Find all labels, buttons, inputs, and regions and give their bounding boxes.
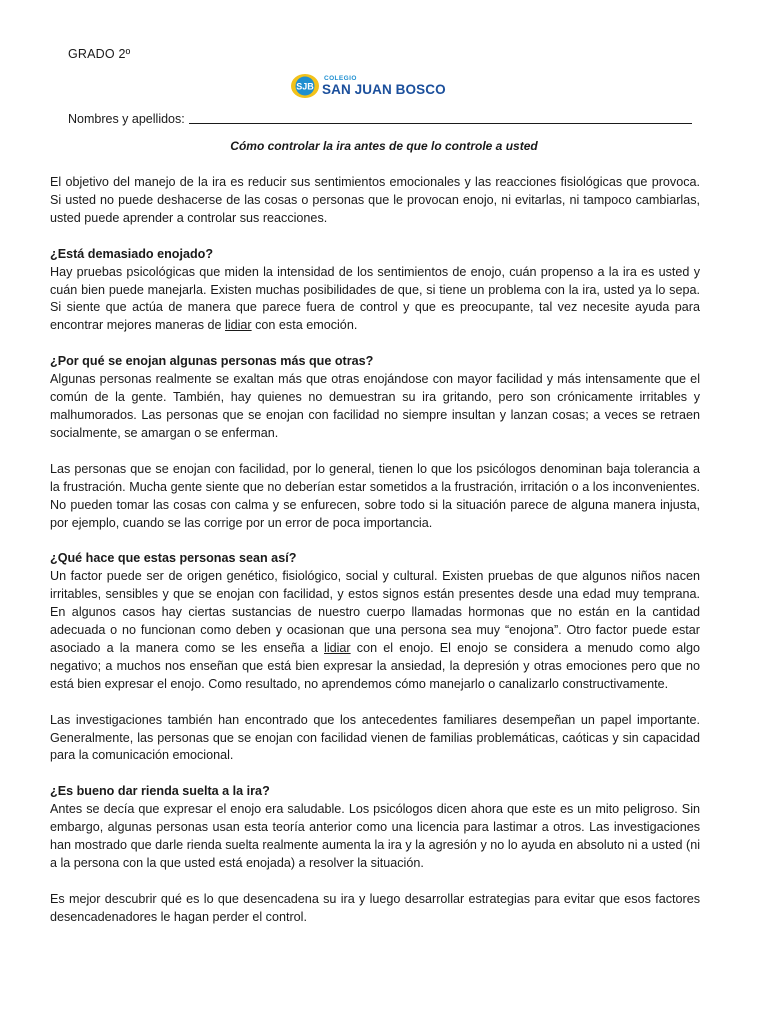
text-run: con el enojo. El enojo se considera a menudo como algo negativo; a muchos nos enseñan que está bien expresar la ansiedad, la depresión y otras emociones pero que no está bien expresar el enojo. Como resultado, no aprendemos cómo manejarlo o canalizarlo constructivamente. bbox=[50, 640, 700, 691]
text-run: Hay pruebas psicológicas que miden la intensidad de los sentimientos de enojo, cuán propenso a la ira es usted y cuán bien puede manejarla. Existen muchas posibilidades de que, si tiene un problema con la ira, usted ya lo sepa. Si siente que actúa de manera que parece fuera de control y que es preocupante, tal vez necesite ayuda para encontrar mejores maneras de bbox=[50, 264, 700, 333]
text-run: Un factor puede ser de origen genético, fisiológico, social y cultural. Existen pruebas de que algunos niños nacen irritables, sensibles y que se enojan con facilidad, y estos signos están presentes desde una edad muy temprana. En algunos casos hay ciertas sustancias de nuestro cuerpo llamadas hormonas que no están en la cantidad adecuada o no funcionan como deben y ocasionan que una persona sea muy “enojona”. Otro factor puede estar asociado a la manera como se les enseña a bbox=[50, 569, 700, 655]
school-badge-icon bbox=[290, 73, 320, 99]
underlined-word: lidiar bbox=[324, 640, 351, 655]
section-heading-venting: ¿Es bueno dar rienda suelta a la ira? bbox=[50, 784, 270, 799]
document-title: Cómo controlar la ira antes de que lo controle a usted bbox=[230, 139, 538, 153]
document-body bbox=[50, 174, 700, 945]
logo-text bbox=[322, 76, 446, 97]
badge-letters: SJB bbox=[296, 81, 314, 92]
names-field-row bbox=[68, 110, 692, 126]
intro-paragraph: El objetivo del manejo de la ira es reducir sus sentimientos emocionales y las reacciones fisiológicas que provoca. Si usted no puede deshacerse de las cosas o personas que le provocan enojo, ni evitarlas, ni tampoco cambiarlas, usted puede aprender a controlar sus reacciones. bbox=[50, 175, 700, 225]
section-venting-paragraph-1: Antes se decía que expresar el enojo era saludable. Los psicólogos dicen ahora que este es un mito peligroso. Sin embargo, algunas personas usan esta teoría anterior como una licencia para lastimar a otros. Las investigaciones han mostrado que darle rienda suelta realmente aumenta la ira y la agresión y no lo ayuda en absoluto ni a usted (ni a la persona con la que usted está enojada) a resolver la situación. bbox=[50, 802, 700, 870]
section-too-angry-paragraph bbox=[50, 264, 700, 336]
section-what-causes-paragraph-1 bbox=[50, 568, 700, 693]
underlined-word: lidiar bbox=[225, 318, 252, 333]
text-run: con esta emoción. bbox=[251, 318, 358, 333]
logo-school-name: SAN JUAN BOSCO bbox=[322, 82, 446, 97]
section-venting-paragraph-2: Es mejor descubrir qué es lo que desencadena su ira y luego desarrollar estrategias para evitar que esos factores desencadenadores le hagan perder el control. bbox=[50, 891, 700, 924]
section-heading-why-angry: ¿Por qué se enojan algunas personas más que otras? bbox=[50, 354, 374, 369]
section-heading-too-angry: ¿Está demasiado enojado? bbox=[50, 246, 214, 261]
section-why-angry-paragraph-2: Las personas que se enojan con facilidad, por lo general, tienen lo que los psicólogos denominan baja tolerancia a la frustración. Mucha gente siente que no deberían estar sometidos a la frustración, irritación o a los inconvenientes. No pueden tomar las cosas con calma y se enfurecen, sobre todo si la situación parece de alguna manera injusta, por ejemplo, cuando se las corrige por un error de poca importancia. bbox=[50, 461, 700, 530]
section-why-angry-paragraph-1: Algunas personas realmente se exaltan más que otras enojándose con mayor facilidad y más intensamente que el común de la gente. También, hay quienes no demuestran su ira gritando, pero son crónicamente irritables y malhumorados. Las personas que se enojan con facilidad no siempre insultan y lanzan cosas; a veces se retraen socialmente, se amargan o se enferman. bbox=[50, 372, 700, 440]
names-blank-line[interactable] bbox=[189, 110, 692, 124]
logo-small-text: COLEGIO bbox=[324, 74, 357, 82]
section-heading-what-causes: ¿Qué hace que estas personas sean así? bbox=[50, 551, 297, 566]
grade-label: GRADO 2º bbox=[68, 47, 131, 61]
names-label: Nombres y apellidos: bbox=[68, 112, 185, 126]
section-what-causes-paragraph-2: Las investigaciones también han encontrado que los antecedentes familiares desempeñan un papel importante. Generalmente, las personas que se enojan con facilidad vienen de familias problemáticas, caóticas y sin capacidad para la comunicación emocional. bbox=[50, 712, 700, 763]
school-logo bbox=[290, 73, 446, 99]
